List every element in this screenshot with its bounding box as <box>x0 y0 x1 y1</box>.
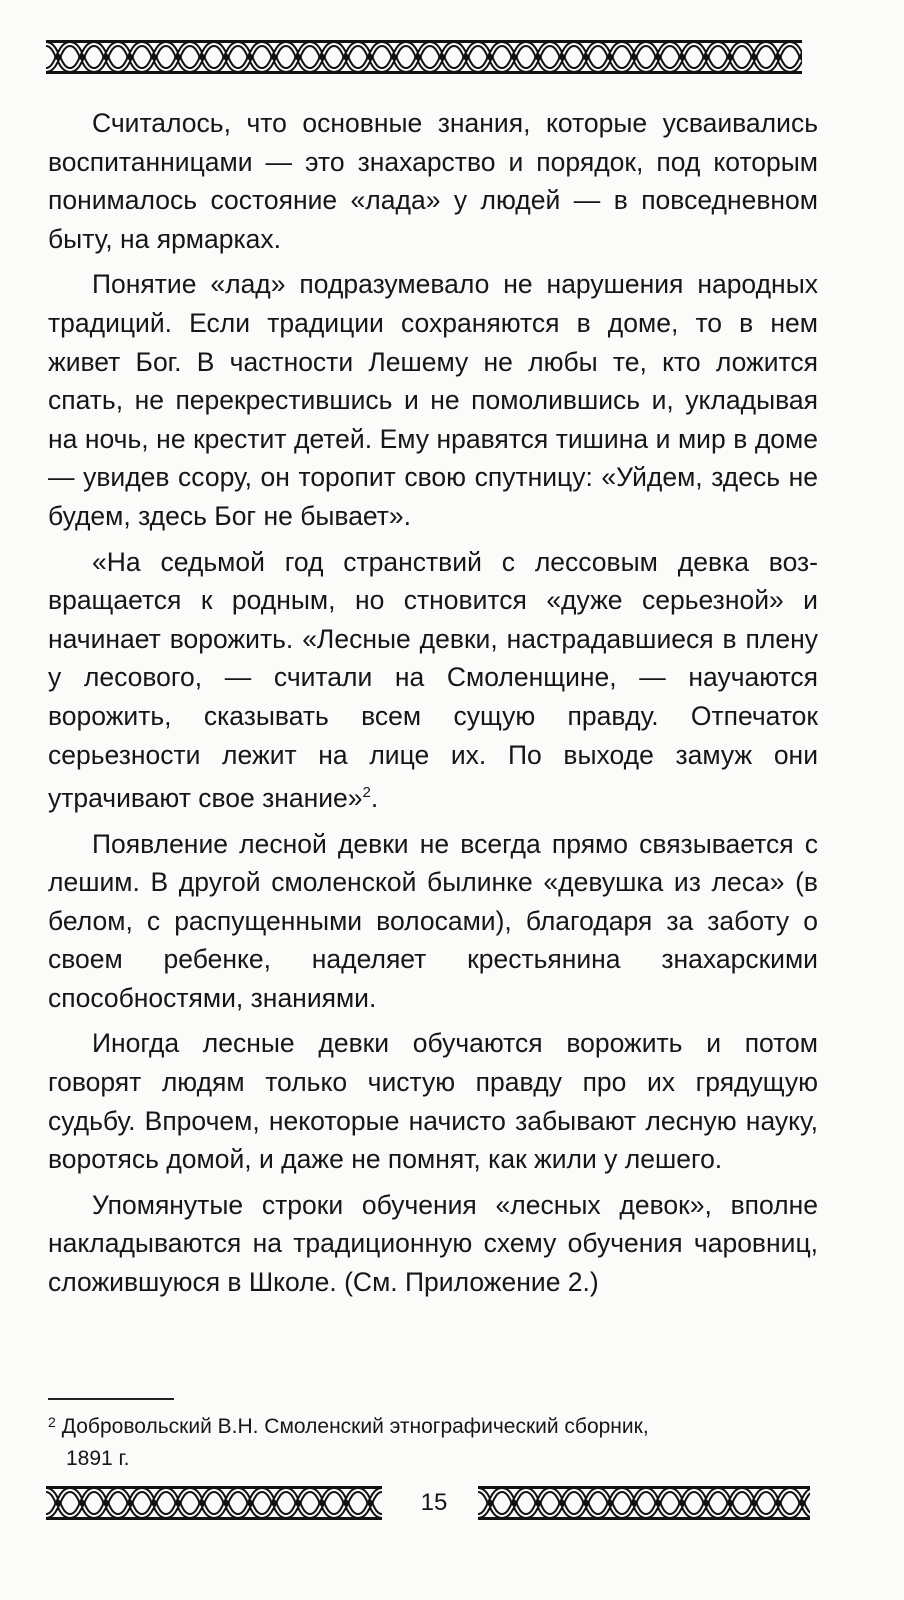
footnote-number: 2 <box>48 1414 56 1430</box>
knot-pattern-icon <box>46 40 802 74</box>
page-number: 15 <box>420 1489 448 1516</box>
paragraph-6: Упомянутые строки обучения «лесных девок», вполне накладываются на традиционную схему обучения чаровниц, сложившуюся в Школе. (См. Приложение 2.) <box>48 1189 818 1298</box>
knot-pattern-icon <box>478 1486 810 1520</box>
paragraph-4: Появление лесной девки не всегда прямо связывается с лешим. В другой смоленской былинке «девушка из леса» (в белом, с распущенными волосами), благодаря за заботу о своем ребенке, наделяет крестьянина знахарскими способностями, знаниями. <box>48 828 818 1013</box>
bottom-right-ornament-border <box>478 1486 810 1520</box>
paragraph-3-quote <box>48 543 818 818</box>
quote-end: . <box>370 782 379 813</box>
quote-text: «На седьмой год странствий с лессовым девка возвращается к родным, но стновится «дуже серьезной» и начинает ворожить. «Лесные девки, настрадавшиеся в плену у лесового, — считали на Смоленщине, — научаются ворожить, сказывать всем сущую правду. Отпечаток серьезности лежит на лице их. По выходе замуж они утрачивают свое знание» <box>48 546 818 813</box>
footnote <box>48 1406 818 1475</box>
footnote-text: Добровольский В.Н. Смоленский этнографический сборник, <box>61 1415 649 1438</box>
paragraph-5: Иногда лесные девки обучаются ворожить и потом говорят людям только чистую правду про их грядущую судьбу. Впрочем, некоторые начисто забывают лесную науку, воротясь домой, и даже не помнят, как жили у лешего. <box>48 1028 818 1175</box>
paragraph-1: Считалось, что основные знания, которые усваивались воспитанницами — это знахарство и порядок, под которым понималось состояние «лада» у людей — в повседневном быту, на ярмарках. <box>48 108 818 254</box>
top-ornament-border <box>46 40 802 74</box>
paragraph-2: Понятие «лад» подразумевало не нарушения народных традиций. Если традиции сохраняются в доме, то в нем живет Бог. В частности Лешему не любы те, кто ложится спать, не перекрестившись и не помолившись и, укладывая на ночь, не крестит детей. Ему нравятся тишина и мир в доме — увидев ссору, он торопит свою спутницу: «Уйдем, здесь не будем, здесь Бог не бывает». <box>48 269 818 531</box>
knot-pattern-icon <box>46 1486 382 1520</box>
footnote-divider <box>48 1398 174 1400</box>
bottom-left-ornament-border <box>46 1486 382 1520</box>
footnote-ref: 2 <box>362 784 371 802</box>
body-text <box>48 104 818 1309</box>
footnote-continuation: 1891 г. <box>66 1447 130 1470</box>
